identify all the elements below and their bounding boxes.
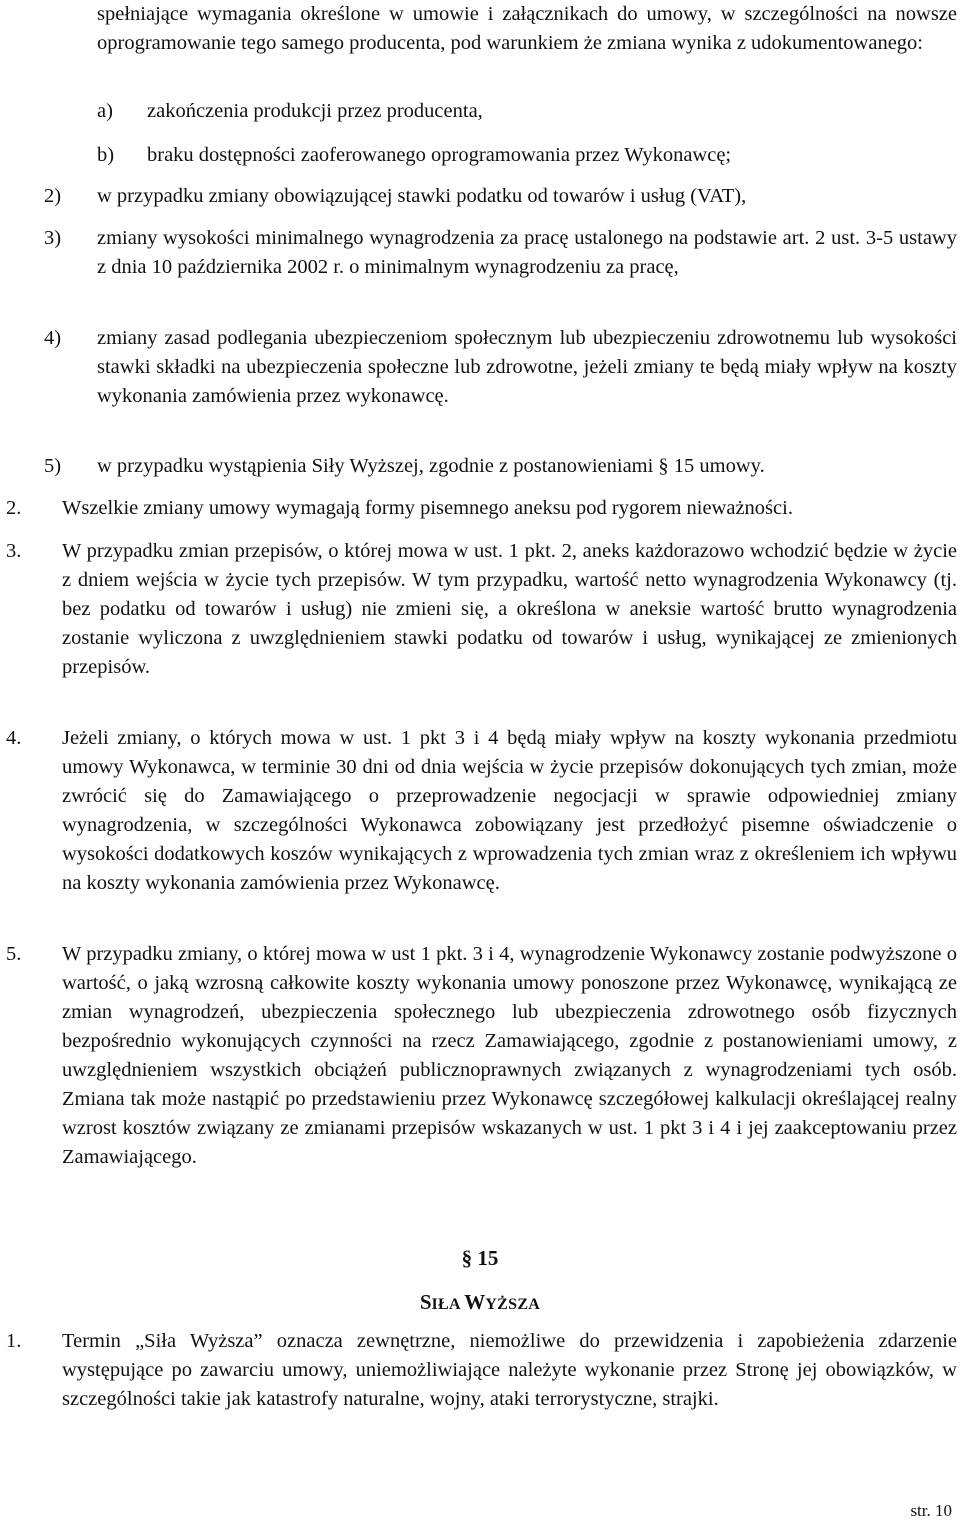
section-title-part: W [464, 1290, 486, 1314]
paragraph-number: 2. [6, 497, 22, 519]
paragraph-number: 4. [6, 727, 22, 749]
paragraph-text: Termin „Siła Wyższa” oznacza zewnętrzne, niemożliwe do przewidzenia i zapobieżenia zdarzenie występujące po zawarciu umowy, uniemożliwiające należyte wykonanie przez Stronę jej obowiązków, w szczególności takie jak katastrofy naturalne, wojny, ataki terrorystyczne, strajki. [62, 1330, 957, 1410]
paragraph-number: 1. [6, 1330, 22, 1352]
section-title-part: S [419, 1290, 432, 1314]
sub-item-label: a) [97, 100, 113, 122]
continuation-paragraph: spełniające wymagania określone w umowie i załącznikach do umowy, w szczególności na nowsze oprogramowanie tego samego producenta, pod warunkiem że zmiana wynika z udokumentowanego: [97, 3, 957, 54]
section-title [0, 1288, 960, 1319]
list-item-label: 3) [44, 227, 62, 249]
paragraph-number: 3. [6, 540, 22, 562]
paragraph-text: Wszelkie zmiany umowy wymagają formy pisemnego aneksu pod rygorem nieważności. [62, 497, 793, 519]
list-item-label: 5) [44, 455, 62, 477]
page-number: str. 10 [910, 1501, 952, 1520]
paragraph-number: 5. [6, 943, 22, 965]
list-item-label: 4) [44, 327, 62, 349]
sub-item-text: braku dostępności zaoferowanego oprogramowania przez Wykonawcę; [147, 144, 732, 166]
paragraph-text: W przypadku zmian przepisów, o której mowa w ust. 1 pkt. 2, aneks każdorazowo wchodzić będzie w życie z dniem wejścia w życie tych przepisów. W tym przypadku, wartość netto wynagrodzenia Wykonawcy (tj. bez podatku od towarów i usług) nie zmieni się, a określona w aneksie wartość brutto wynagrodzenia zostanie wyliczona z uwzględnieniem stawki podatku od towarów i usług, wynikającej ze zmienionych przepisów. [62, 540, 957, 678]
section-number: § 15 [461, 1246, 499, 1270]
list-item-text: zmiany wysokości minimalnego wynagrodzenia za pracę ustalonego na podstawie art. 2 ust. 3-5 ustawy z dnia 10 października 2002 r. o minimalnym wynagrodzeniu za pracę, [97, 227, 957, 278]
list-item-text: w przypadku wystąpienia Siły Wyższej, zgodnie z postanowieniami § 15 umowy. [97, 455, 765, 477]
paragraph-text: Jeżeli zmiany, o których mowa w ust. 1 pkt 3 i 4 będą miały wpływ na koszty wykonania przedmiotu umowy Wykonawca, w terminie 30 dni od dnia wejścia w życie przepisów dokonujących tych zmian, może zwrócić się do Zamawiającego o przeprowadzenie negocjacji w sprawie odpowiedniej zmiany wynagrodzenia, w szczególności Wykonawca zobowiązany jest przedłożyć pisemne oświadczenie o wysokości dodatkowych koszów wynikających z wprowadzenia tych zmian wraz z określeniem ich wpływu na koszty wykonania zamówienia przez Wykonawcę. [62, 727, 957, 894]
section-title-part: IŁA [431, 1296, 465, 1313]
section-title-part: YŻSZA [485, 1296, 541, 1313]
sub-item-text: zakończenia produkcji przez producenta, [147, 100, 483, 122]
list-item-text: w przypadku zmiany obowiązującej stawki podatku od towarów i usług (VAT), [97, 185, 747, 207]
list-item-label: 2) [44, 185, 62, 207]
sub-item-label: b) [97, 144, 115, 166]
list-item-text: zmiany zasad podlegania ubezpieczeniom społecznym lub ubezpieczeniu zdrowotnemu lub wysokości stawki składki na ubezpieczenia społeczne lub zdrowotne, jeżeli zmiany te będą miały wpływ na koszty wykonania zamówienia przez wykonawcę. [97, 327, 957, 407]
paragraph-text: W przypadku zmiany, o której mowa w ust 1 pkt. 3 i 4, wynagrodzenie Wykonawcy zostanie podwyższone o wartość, o jaką wzrosną całkowite koszty wykonania umowy ponoszone przez Wykonawcę, wynikającą ze zmian wynagrodzeń, ubezpieczenia społecznego lub ubezpieczenia zdrowotnego osób fizycznych bezpośrednio wykonujących czynności na rzecz Zamawiającego, zgodnie z postanowieniami umowy, z uwzględnieniem wszystkich obciążeń publicznoprawnych związanych z wynagrodzeniami tych osób. Zmiana tak może nastąpić po przedstawieniu przez Wykonawcę szczegółowej kalkulacji określającej realny wzrost kosztów związany ze zmianami przepisów wskazanych w ust. 1 pkt 3 i 4 i jej zaakceptowaniu przez Zamawiającego. [62, 943, 957, 1168]
